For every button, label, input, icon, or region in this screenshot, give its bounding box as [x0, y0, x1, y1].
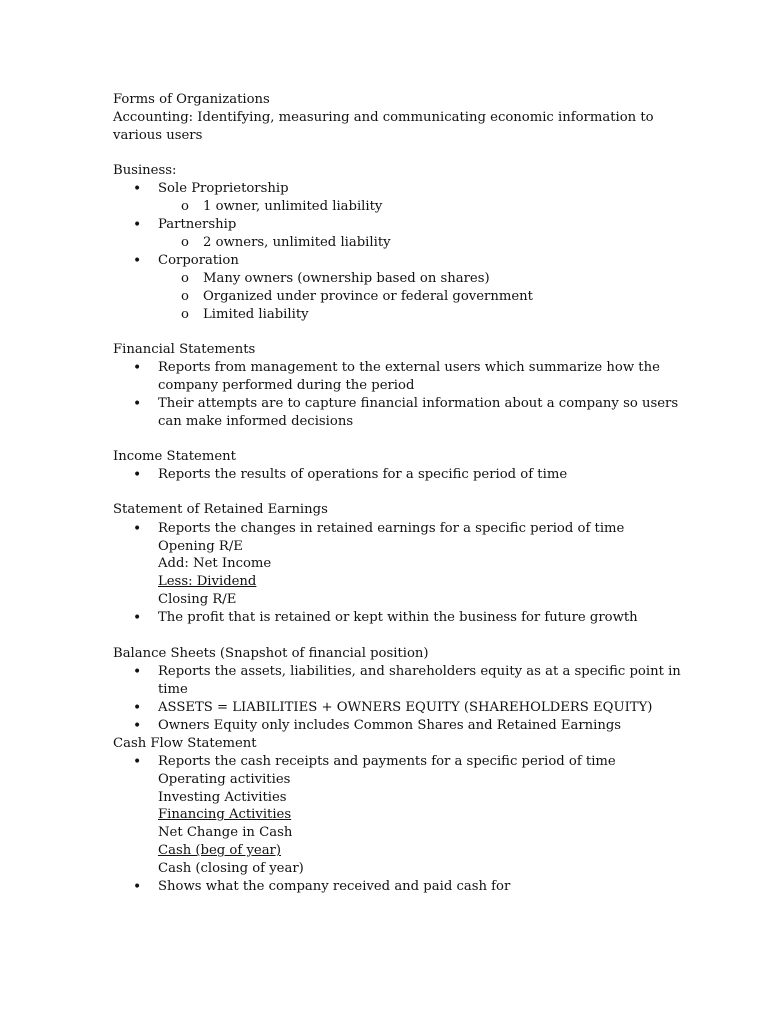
list-item: The profit that is retained or kept within the business for future growth: [158, 610, 638, 625]
bullet-icon: •: [133, 610, 142, 626]
business-sub-item: 1 owner, unlimited liability: [203, 199, 383, 214]
business-heading: Business:: [113, 163, 177, 178]
business-sub-item: Limited liability: [203, 307, 309, 322]
bullet-icon: •: [133, 360, 142, 376]
list-item-continuation: company performed during the period: [158, 378, 415, 393]
sub-bullet-icon: o: [181, 235, 189, 250]
business-item-partnership: Partnership: [158, 217, 237, 232]
sub-bullet-icon: o: [181, 271, 189, 286]
sub-bullet-icon: o: [181, 289, 189, 304]
sub-bullet-icon: o: [181, 199, 189, 214]
calc-line: Investing Activities: [158, 790, 287, 805]
list-item-continuation: time: [158, 682, 188, 697]
calc-line-underlined: Financing Activities: [158, 807, 292, 822]
list-item: Their attempts are to capture financial information about a company so users: [158, 396, 679, 411]
bullet-icon: •: [133, 664, 142, 680]
business-sub-item: Many owners (ownership based on shares): [203, 271, 490, 286]
calc-line: Net Change in Cash: [158, 825, 293, 840]
business-item-sole-proprietorship: Sole Proprietorship: [158, 181, 289, 196]
list-item: Reports from management to the external users which summarize how the: [158, 360, 660, 375]
bullet-icon: •: [133, 718, 142, 734]
bullet-icon: •: [133, 467, 142, 483]
bullet-icon: •: [133, 700, 142, 716]
list-item: Reports the assets, liabilities, and shareholders equity as at a specific point in: [158, 664, 681, 679]
income-statement-heading: Income Statement: [113, 449, 236, 464]
bullet-icon: •: [133, 253, 142, 269]
bullet-icon: •: [133, 217, 142, 233]
calc-line-underlined: Less: Dividend: [158, 574, 257, 589]
list-item: Reports the cash receipts and payments for a specific period of time: [158, 754, 616, 769]
accounting-definition-line-2: various users: [113, 128, 203, 143]
business-item-corporation: Corporation: [158, 253, 239, 268]
list-item: Reports the results of operations for a specific period of time: [158, 467, 568, 482]
list-item: Owners Equity only includes Common Shares and Retained Earnings: [158, 718, 622, 733]
retained-earnings-heading: Statement of Retained Earnings: [113, 502, 328, 517]
accounting-definition-line-1: Accounting: Identifying, measuring and communicating economic information to: [113, 110, 654, 125]
business-sub-item: 2 owners, unlimited liability: [203, 235, 391, 250]
bullet-icon: •: [133, 754, 142, 770]
list-item: Reports the changes in retained earnings for a specific period of time: [158, 521, 625, 536]
list-item: Shows what the company received and paid cash for: [158, 879, 511, 894]
balance-sheets-heading: Balance Sheets (Snapshot of financial position): [113, 646, 429, 661]
bullet-icon: •: [133, 879, 142, 895]
list-item: ASSETS = LIABILITIES + OWNERS EQUITY (SHAREHOLDERS EQUITY): [158, 700, 653, 715]
calc-line: Closing R/E: [158, 592, 237, 607]
calc-line-underlined: Cash (beg of year): [158, 843, 282, 858]
calc-line: Cash (closing of year): [158, 861, 304, 876]
calc-line: Opening R/E: [158, 539, 243, 554]
business-sub-item: Organized under province or federal government: [203, 289, 533, 304]
calc-line: Operating activities: [158, 772, 291, 787]
sub-bullet-icon: o: [181, 307, 189, 322]
calc-line: Add: Net Income: [158, 556, 272, 571]
document-title: Forms of Organizations: [113, 92, 270, 107]
bullet-icon: •: [133, 521, 142, 537]
cash-flow-heading: Cash Flow Statement: [113, 736, 257, 751]
bullet-icon: •: [133, 396, 142, 412]
bullet-icon: •: [133, 181, 142, 197]
financial-statements-heading: Financial Statements: [113, 342, 256, 357]
list-item-continuation: can make informed decisions: [158, 414, 354, 429]
